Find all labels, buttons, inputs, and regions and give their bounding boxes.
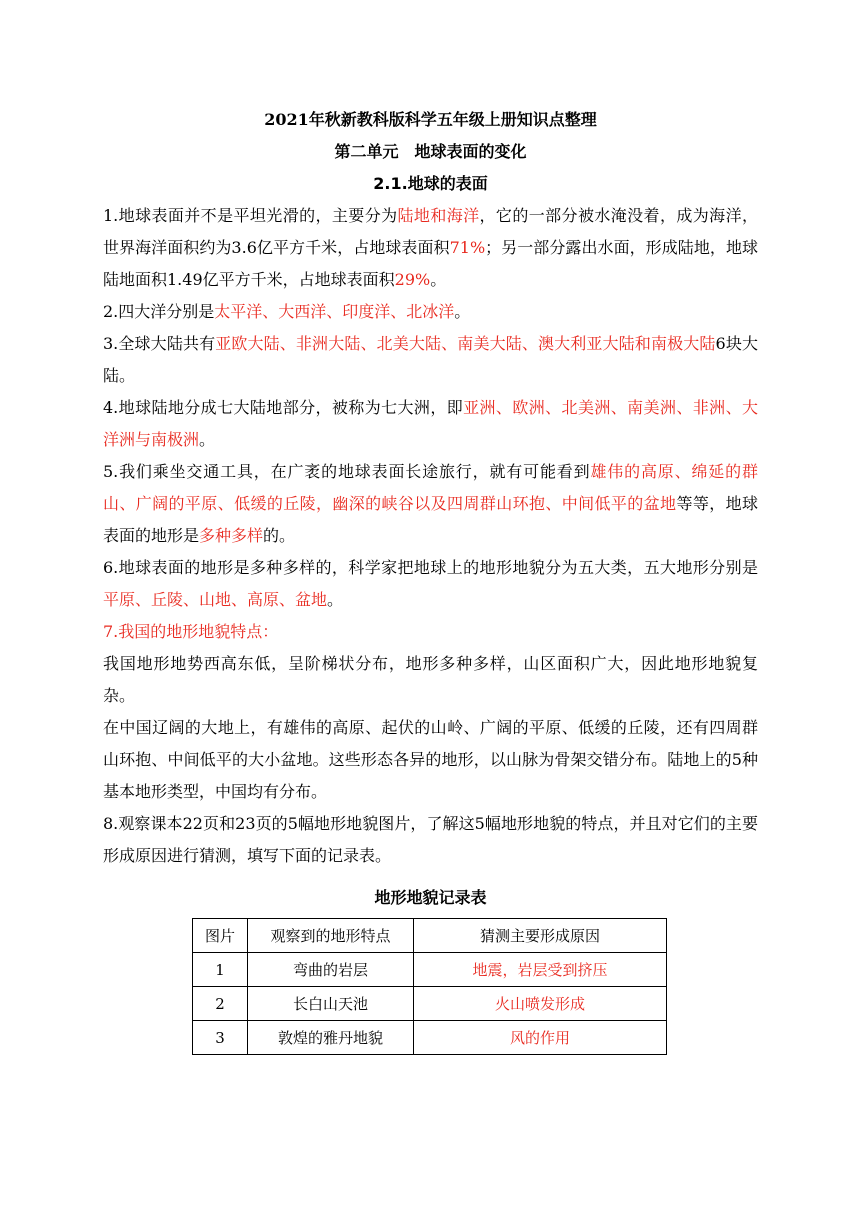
text-segment: 5.我们乘坐交通工具，在广袤的地球表面长途旅行，就有可能看到 — [103, 462, 591, 481]
table-header-cell: 猜测主要形成原因 — [414, 919, 667, 953]
table-header-cell: 图片 — [193, 919, 248, 953]
table-cell: 弯曲的岩层 — [248, 953, 414, 987]
table-cell: 风的作用 — [414, 1021, 667, 1055]
highlighted-text: 平原、丘陵、山地、高原、盆地 — [103, 590, 328, 609]
text-segment: 。 — [199, 430, 216, 449]
paragraph — [103, 328, 758, 392]
paragraph — [103, 296, 758, 328]
table-cell: 1 — [193, 953, 248, 987]
paragraph — [103, 616, 758, 648]
document-content — [103, 104, 758, 1055]
paragraph — [103, 648, 758, 712]
table-cell: 2 — [193, 987, 248, 1021]
unit-title: 第二单元 地球表面的变化 — [334, 142, 527, 161]
highlighted-text: 亚洲、欧洲、北美洲、南美洲、非洲、大洋洲与南极洲 — [103, 398, 758, 449]
table-header-row — [193, 919, 667, 953]
paragraph — [103, 808, 758, 872]
text-segment: 等等，地球表面的地形是 — [103, 494, 758, 545]
paragraph — [103, 712, 758, 808]
highlighted-text: 71% — [449, 238, 486, 257]
highlighted-text: 雄伟的高原、绵延的群山、广阔的平原、低缓的丘陵，幽深的峡谷以及四周群山环抱、中间低平的盆地 — [103, 462, 758, 513]
paragraph — [103, 456, 758, 552]
text-segment: 1.地球表面并不是平坦光滑的，主要分为 — [103, 206, 398, 225]
text-segment: 。 — [430, 270, 447, 289]
highlighted-text: 29% — [394, 270, 431, 289]
table-row — [193, 1021, 667, 1055]
highlighted-text: 7.我国的地形地貌特点： — [103, 622, 279, 641]
table-cell: 敦煌的雅丹地貌 — [248, 1021, 414, 1055]
highlighted-text: 多种多样 — [199, 526, 264, 545]
document-title: 2021年秋新教科版科学五年级上册知识点整理 — [264, 110, 597, 129]
text-segment: 6块大陆。 — [103, 334, 758, 385]
lesson-title: 2.1.地球的表面 — [373, 174, 488, 193]
text-segment: ；另一部分露出水面，形成陆地，地球陆地面积1.49亿平方千米，占地球表面积 — [103, 238, 758, 289]
table-cell: 地震，岩层受到挤压 — [414, 953, 667, 987]
text-segment: 4.地球陆地分成七大陆地部分，被称为七大洲，即 — [103, 398, 464, 417]
table-row — [193, 953, 667, 987]
text-segment: 2.四大洋分别是 — [103, 302, 215, 321]
table-title: 地形地貌记录表 — [374, 888, 487, 907]
text-segment: 的。 — [263, 526, 296, 545]
paragraph — [103, 200, 758, 296]
paragraph-list — [103, 200, 758, 872]
table-cell: 3 — [193, 1021, 248, 1055]
table-cell: 火山喷发形成 — [414, 987, 667, 1021]
paragraph — [103, 552, 758, 616]
text-segment: 3.全球大陆共有 — [103, 334, 216, 353]
text-segment: 。 — [327, 590, 344, 609]
table-header-cell: 观察到的地形特点 — [248, 919, 414, 953]
landform-record-table — [192, 918, 667, 1055]
highlighted-text: 亚欧大陆、非洲大陆、北美大陆、南美大陆、澳大利亚大陆和南极大陆 — [215, 334, 716, 353]
text-segment: ，它的一部分被水淹没着，成为海洋，世界海洋面积约为3.6亿平方千米，占地球表面积 — [103, 206, 758, 257]
text-segment: 在中国辽阔的大地上，有雄伟的高原、起伏的山岭、广阔的平原、低缓的丘陵，还有四周群山环抱、中间低平的大小盆地。这些形态各异的地形，以山脉为骨架交错分布。陆地上的5种基本地形类型，中国均有分布。 — [103, 718, 758, 801]
text-segment: 我国地形地势西高东低，呈阶梯状分布，地形多种多样，山区面积广大，因此地形地貌复杂。 — [103, 654, 758, 705]
text-segment: 。 — [454, 302, 471, 321]
text-segment: 6.地球表面的地形是多种多样的，科学家把地球上的地形地貌分为五大类，五大地形分别是 — [103, 558, 758, 577]
highlighted-text: 太平洋、大西洋、印度洋、北冰洋 — [214, 302, 455, 321]
text-segment: 8.观察课本22页和23页的5幅地形地貌图片，了解这5幅地形地貌的特点，并且对它们的主要形成原因进行猜测，填写下面的记录表。 — [103, 814, 758, 865]
table-row — [193, 987, 667, 1021]
paragraph — [103, 392, 758, 456]
highlighted-text: 陆地和海洋 — [397, 206, 480, 225]
table-cell: 长白山天池 — [248, 987, 414, 1021]
